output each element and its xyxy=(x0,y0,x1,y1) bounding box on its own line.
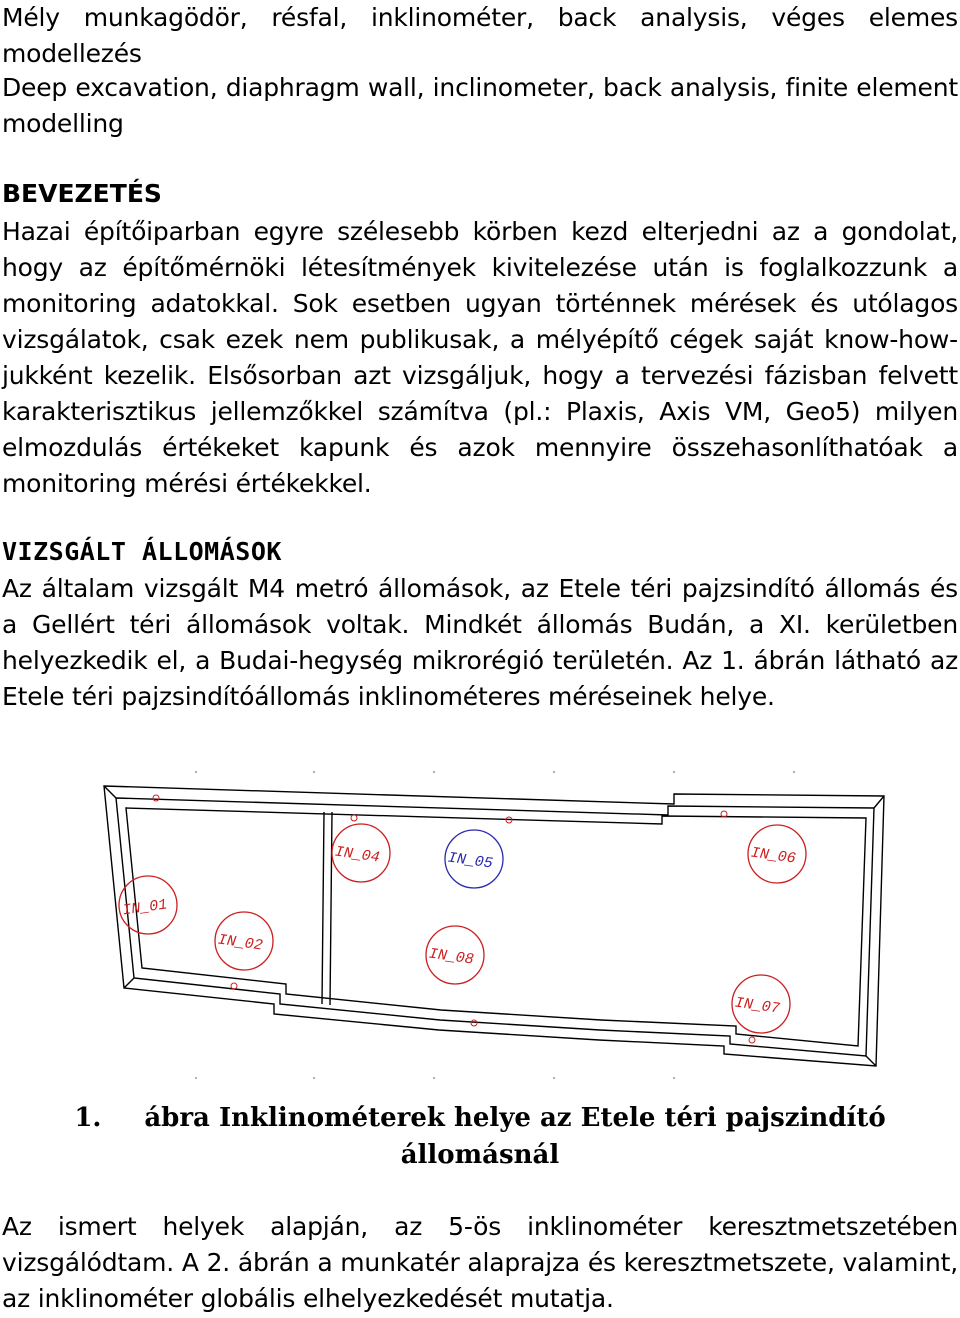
label-in-02: IN_02 xyxy=(216,931,264,955)
label-in-07: IN_07 xyxy=(733,994,781,1018)
label-in-05: IN_05 xyxy=(446,849,494,873)
inclinometer-in-02 xyxy=(215,912,273,970)
diaphragm-wall xyxy=(104,786,884,1066)
label-in-01: IN_01 xyxy=(121,896,169,920)
inclinometer-in-04 xyxy=(332,824,390,882)
inclinometer-in-05 xyxy=(445,830,503,888)
stations-paragraph: Az általam vizsgált M4 metró állomások, az Etele téri pajzsindító állomás és a Gellért téri állomások voltak. Mindkét állomás Budán, a XI. kerületben helyezkedik el, a Budai-hegység mikrorégió területén. Az 1. ábrán látható az Etele téri pajzsindítóállomás inklinométeres méréseinek helye. xyxy=(2,574,958,711)
caption-text-line2: állomásnál xyxy=(400,1140,560,1170)
closing-paragraph: Az ismert helyek alapján, az 5-ös inklinométer keresztmetszetében vizsgálódtam. A 2. ábrán a munkatér alaprajza és keresztmetszete, valamint, az inklinométer globális elhelyezkedését mutatja. xyxy=(2,1212,958,1313)
caption-text-line1: ábra Inklinométerek helye az Etele téri pajszindító xyxy=(144,1103,886,1133)
inclinometer-in-01 xyxy=(119,876,177,934)
caption-number: 1. xyxy=(74,1103,102,1133)
label-in-04: IN_04 xyxy=(333,843,381,867)
keywords-english: Deep excavation, diaphragm wall, inclinometer, back analysis, finite element modelling xyxy=(2,73,958,138)
keywords-hungarian: Mély munkagödör, résfal, inklinométer, back analysis, véges elemes modellezés xyxy=(2,3,958,68)
figure-caption xyxy=(0,1100,960,1174)
wall-markers xyxy=(153,795,755,1043)
introduction-paragraph: Hazai építőiparban egyre szélesebb körben kezd elterjedni az a gondolat, hogy az építőmérnöki létesítmények kivitelezése után is foglalkozzunk a monitoring adatokkal. Sok esetben ugyan történnek mérések és utólagos vizsgálatok, csak ezek nem publikusak, a mélyépítő cégek saját know-how-jukként kezelik. Elsősorban azt vizsgáljuk, hogy a tervezési fázisban felvett karakterisztikus jellemzőkkel számítva (pl.: Plaxis, Axis VM, Geo5) milyen elmozdulás értékeket kapunk és azok mennyire összehasonlíthatóak a monitoring mérési értékekkel. xyxy=(2,217,958,498)
label-in-06: IN_06 xyxy=(749,844,797,868)
label-in-08: IN_08 xyxy=(427,945,475,969)
inclinometer-in-07 xyxy=(732,975,790,1033)
inclinometer-in-08 xyxy=(426,926,484,984)
inclinometer-in-06 xyxy=(748,825,806,883)
inclinometer-site-plan xyxy=(84,768,890,1080)
introduction-heading: BEVEZETÉS xyxy=(2,179,162,208)
stations-heading: VIZSGÁLT ÁLLOMÁSOK xyxy=(2,537,282,566)
